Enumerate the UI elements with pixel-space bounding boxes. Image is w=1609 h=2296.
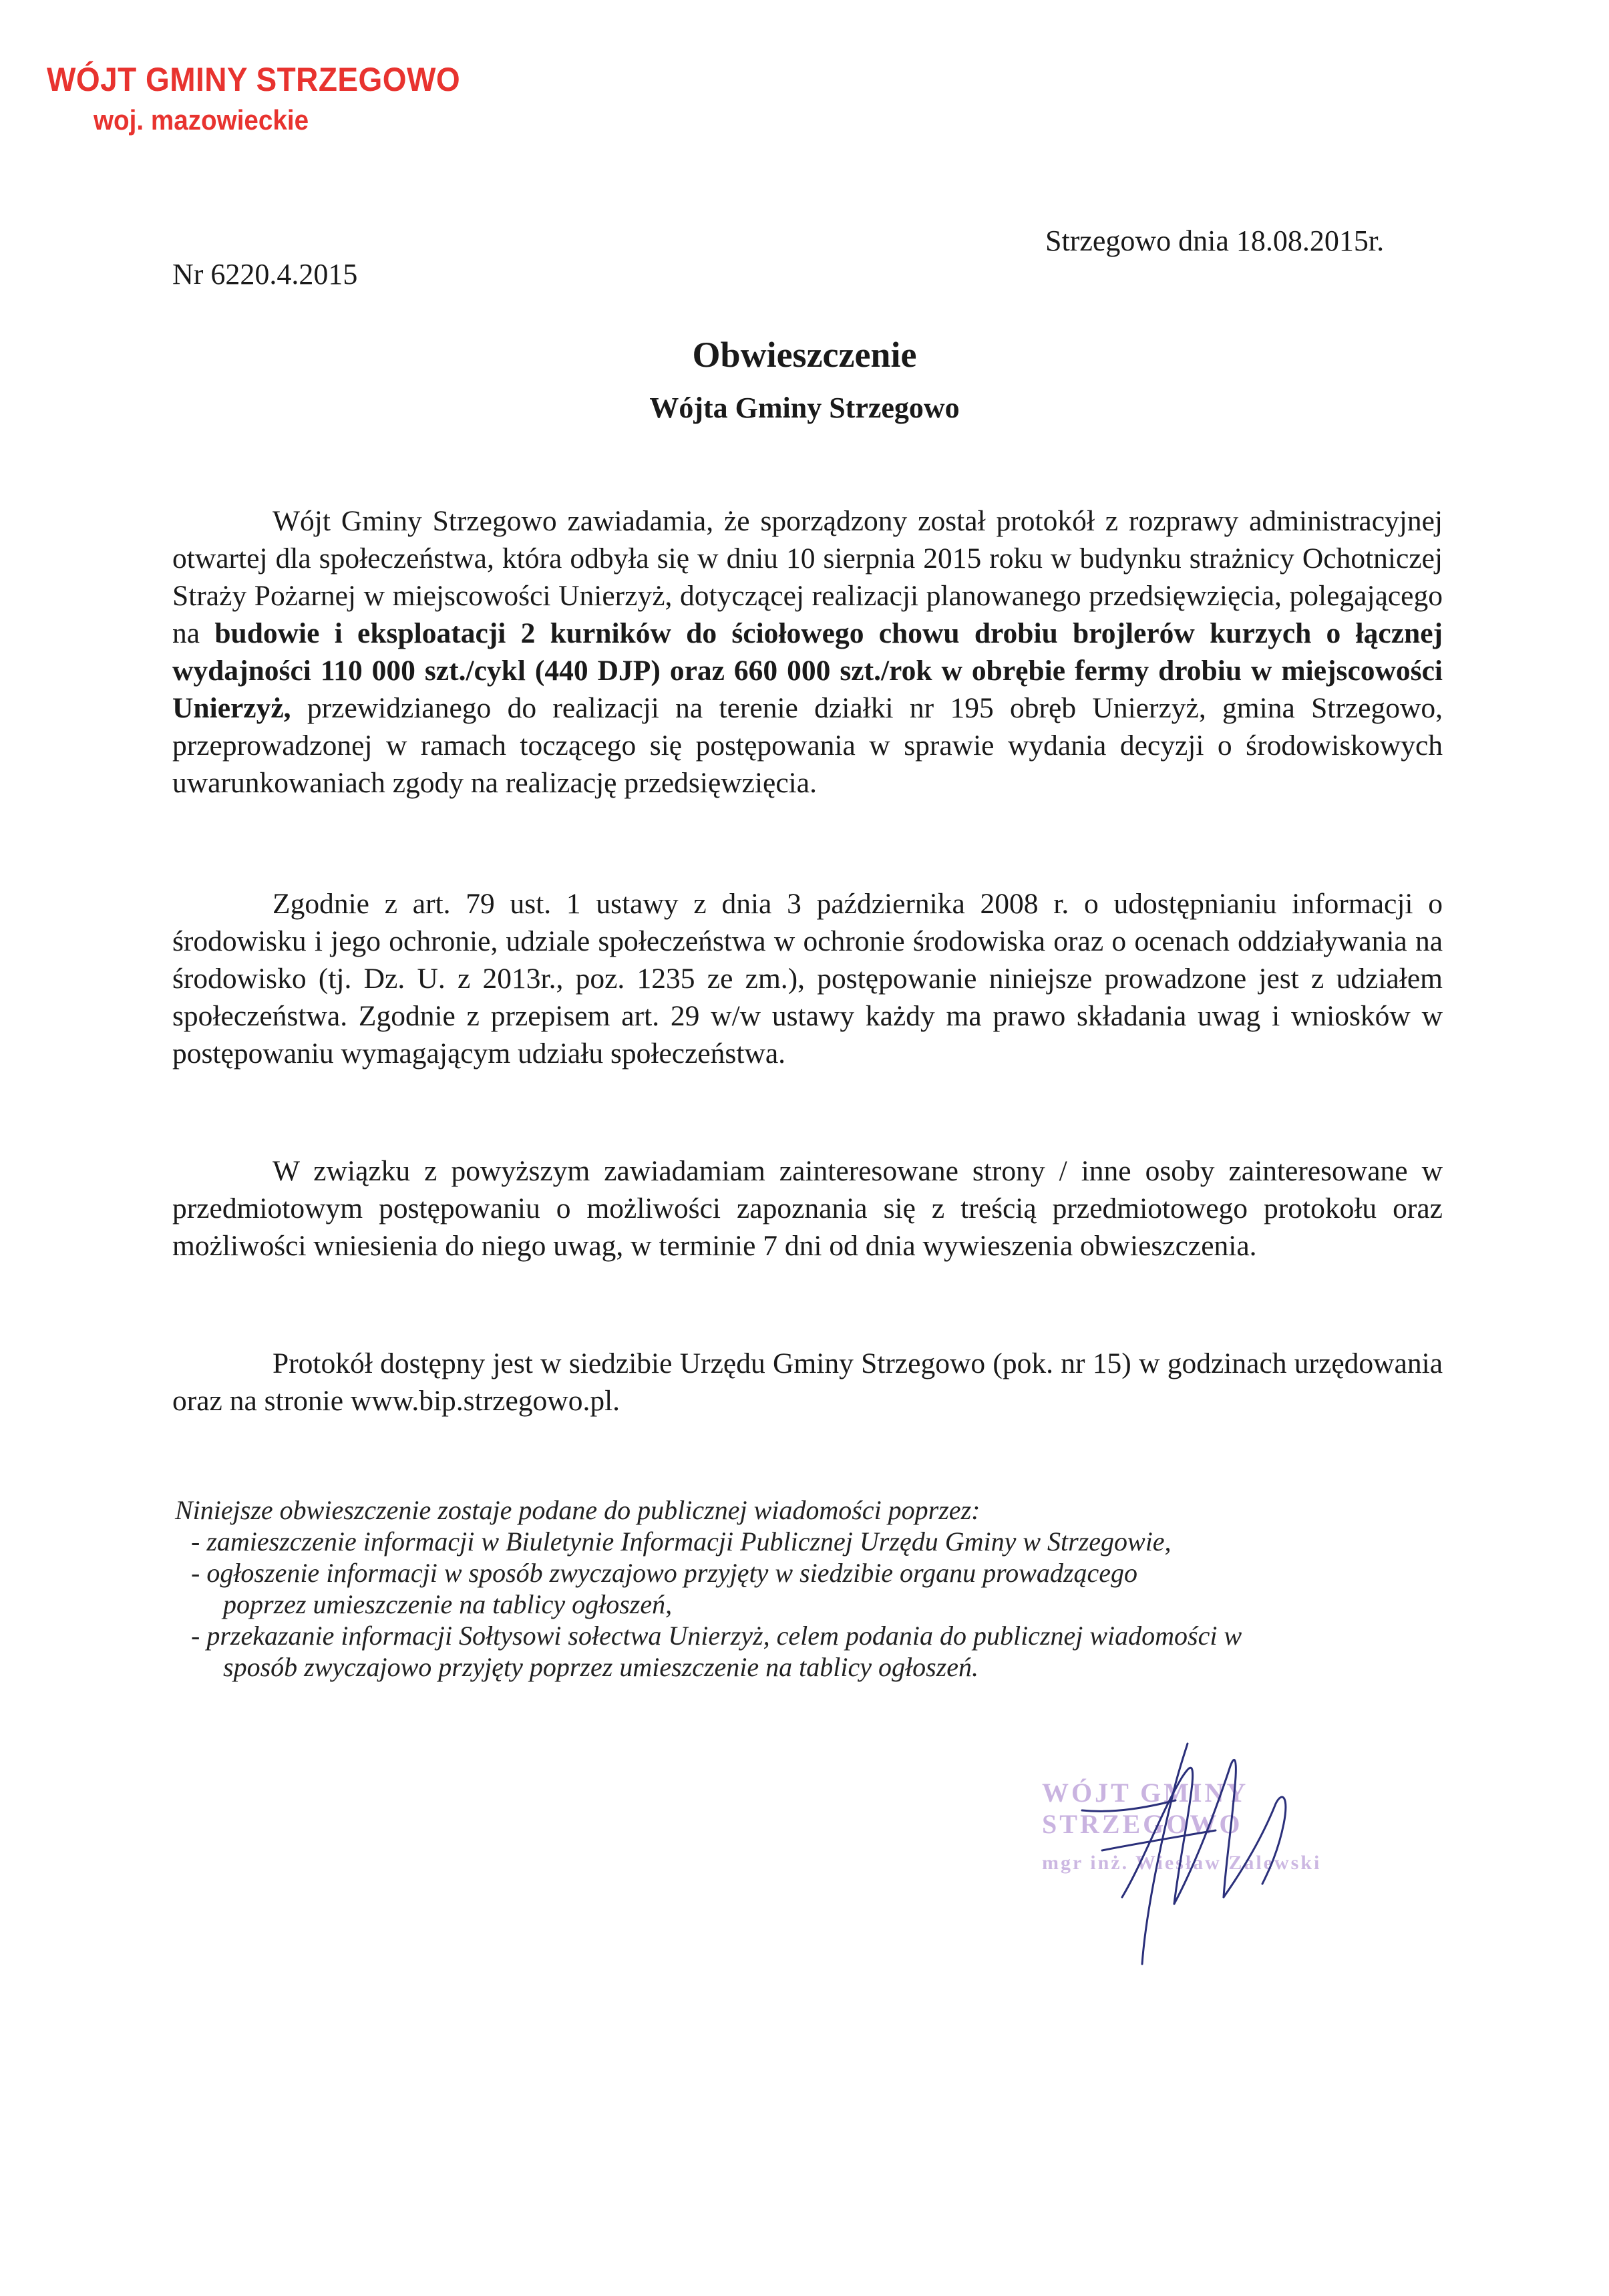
header-stamp-region: woj. mazowieckie — [94, 104, 309, 136]
notice-intro: Niniejsze obwieszczenie zostaje podane do publicznej wiadomości poprzez: — [175, 1495, 980, 1525]
document-date: Strzegowo dnia 18.08.2015r. — [1045, 224, 1385, 257]
signature-stamp-title: WÓJT GMINY STRZEGOWO — [1042, 1778, 1248, 1839]
header-stamp — [47, 60, 496, 136]
paragraph1-text-end: przewidzianego do realizacji na terenie działki nr 195 obręb Unierzyż, gmina Strzegowo, przeprowadzonej w ramach toczącego się postępowania w sprawie wydania decyzji o środowiskowych uwarunkowaniach zgody na realizację przedsięwzięcia. — [172, 692, 1443, 799]
paragraph2-text: Zgodnie z art. 79 ust. 1 ustawy z dnia 3 października 2008 r. o udostępnianiu informacji o środowisku i jego ochronie, udziale społeczeństwa w ochronie środowiska oraz o ocenach oddziaływania na środowisko (tj. Dz. U. z 2013r., poz. 1235 ze zm.), postępowanie niniejsze prowadzone jest z udziałem społeczeństwa. Zgodnie z przepisem art. 29 w/w ustawy każdy ma prawo składania uwag i wniosków w postępowaniu wymagającym udziału społeczeństwa. — [172, 888, 1443, 1070]
notice-item-soltys-line1: - przekazanie informacji Sołtysowi sołectwa Unierzyż, celem podania do publicznej wiadomości w — [191, 1621, 1242, 1651]
notice-item-soltys-line2: sposób zwyczajowo przyjęty poprzez umieszczenie na tablicy ogłoszeń. — [223, 1652, 978, 1682]
reference-number: Nr 6220.4.2015 — [172, 258, 358, 291]
paragraph-hearing-protocol — [172, 502, 1443, 802]
paragraph-availability — [172, 1345, 1443, 1420]
paragraph-notification — [172, 1152, 1443, 1265]
document-subtitle: Wójta Gminy Strzegowo — [649, 391, 960, 424]
paragraph1-project-description: budowie i eksploatacji 2 kurników do ściołowego chowu drobiu brojlerów kurzych o łącznej wydajności 110 000 szt./cykl (440 DJP) oraz 660 000 szt./rok w obrębie fermy drobiu w miejscowości Unierzyż, — [172, 617, 1443, 724]
header-stamp-title: WÓJT GMINY STRZEGOWO — [47, 61, 461, 98]
notice-item-bip: - zamieszczenie informacji w Biuletynie Informacji Publicznej Urzędu Gminy w Strzegowie, — [191, 1526, 1172, 1556]
notice-item-office-line1: - ogłoszenie informacji w sposób zwyczajowo przyjęty w siedzibie organu prowadzącego — [191, 1558, 1137, 1588]
handwritten-signature — [1042, 1730, 1349, 1971]
signature-stamp-name: mgr inż. Wiesław Zalewski — [1042, 1852, 1322, 1874]
notice-item-office-line2: poprzez umieszczenie na tablicy ogłoszeń, — [223, 1589, 673, 1619]
publication-notice — [175, 1494, 1444, 1683]
paragraph4-text: Protokół dostępny jest w siedzibie Urzędu Gminy Strzegowo (pok. nr 15) w godzinach urzędowania oraz na stronie www.bip.strzegowo.pl. — [172, 1347, 1443, 1417]
paragraph3-text: W związku z powyższym zawiadamiam zainteresowane strony / inne osoby zainteresowane w przedmiotowym postępowaniu o możliwości zapoznania się z treścią przedmiotowego protokołu oraz możliwości wniesienia do niego uwag, w terminie 7 dni od dnia wywieszenia obwieszczenia. — [172, 1155, 1443, 1262]
paragraph-legal-basis — [172, 885, 1443, 1072]
document-title: Obwieszczenie — [692, 335, 917, 375]
paragraph1-text-start: Wójt Gminy Strzegowo zawiadamia, że sporządzony został protokół z rozprawy administracyjnej otwartej dla społeczeństwa, która odbyła się w dniu 10 sierpnia 2015 roku w budynku strażnicy Ochotniczej Straży Pożarnej w miejscowości Unierzyż, dotyczącej realizacji planowanego przedsięwzięcia, polegającego na — [172, 505, 1443, 649]
